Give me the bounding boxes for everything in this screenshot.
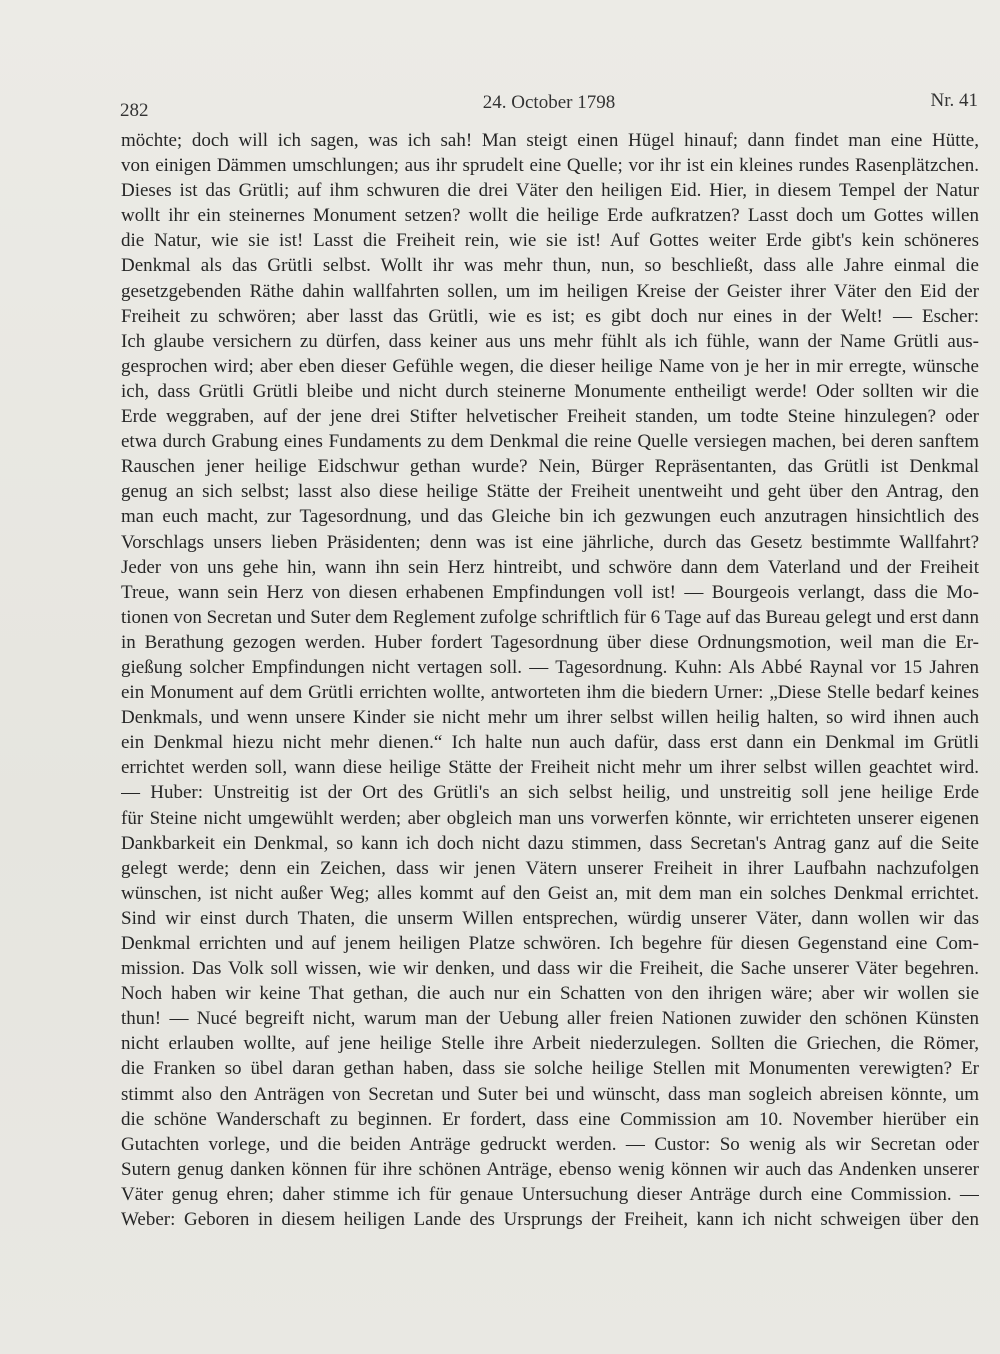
- text-line: thun! — Nucé begreift nicht, warum man der Uebung aller freien Nationen zuwider den schönen Künsten: [121, 1008, 979, 1030]
- text-line: Väter genug ehren; daher stimme ich für genaue Untersuchung dieser Anträge durch eine Commission. —: [121, 1183, 979, 1205]
- text-line: die Natur, wie sie ist! Lasst die Freiheit rein, wie sie ist! Auf Gottes weiter Erde gibt's kein schöneres: [121, 230, 979, 252]
- text-line: Treue, wann sein Herz von diesen erhabenen Empfindungen voll ist! — Bourgeois verlangt, dass die Mo-: [121, 581, 979, 603]
- text-line: ich, dass Grütli Grütli bleibe und nicht durch steinerne Monumente entheiligt werde! Oder sollten wir die: [121, 380, 979, 402]
- text-line: Sind wir einst durch Thaten, die unserm Willen entsprechen, würdig unserer Väter, dann wollen wir das: [121, 907, 979, 929]
- text-line: etwa durch Grabung eines Fundaments zu dem Denkmal die reine Quelle versiegen machen, bei deren sanftem: [121, 431, 979, 453]
- header-date: 24. October 1798: [482, 92, 616, 113]
- text-line: wollt ihr ein steinernes Monument setzen? wollt die heilige Erde aufkratzen? Lasst doch um Gottes willen: [121, 205, 979, 227]
- text-line: für Steine nicht umgewühlt werden; aber obgleich man uns vorwerfen könnte, wir errichteten unserer eigenen: [121, 807, 979, 829]
- text-line: in Berathung gezogen werden. Huber fordert Tagesordnung über diese Ordnungsmotion, weil man die Er-: [121, 631, 979, 653]
- text-line: Denkmal errichten und auf jenem heiligen Platze schwören. Ich begehre für diesen Gegenstand eine Com-: [121, 933, 979, 954]
- body-text: [121, 128, 979, 1232]
- text-line: genug an sich selbst; lasst also diese heilige Stätte der Freiheit unentweiht und geht über den Antrag, den: [121, 481, 979, 503]
- text-line: mission. Das Volk soll wissen, wie wir denken, und dass wir die Freiheit, die Sache unserer Väter begehren.: [121, 958, 979, 980]
- text-line: gesprochen wird; aber eben dieser Gefühle wegen, die dieser heilige Name von je her in mir erregte, wünsche: [121, 355, 979, 377]
- text-line: Ich glaube versichern zu dürfen, dass keiner aus uns mehr fühlt als ich fühle, wann der Name Grütli aus-: [121, 330, 979, 352]
- page-number: 282: [120, 100, 149, 121]
- text-line: Erde weggraben, auf der jene drei Stifter helvetischer Freiheit standen, um todte Steine hinzulegen? oder: [121, 406, 979, 428]
- text-line: errichtet werden soll, wann diese heilige Stätte der Freiheit nicht mehr um ihrer selbst willen geachtet wird.: [121, 757, 979, 779]
- text-line: Vorschlags unsers lieben Präsidenten; denn was ist eine jährliche, durch das Gesetz bestimmte Wallfahrt?: [121, 531, 979, 553]
- text-line: gesetzgebenden Räthe dahin wallfahrten sollen, um im heiligen Kreise der Geister ihrer Väter den Eid der: [121, 280, 979, 302]
- text-line: Jeder von uns gehe hin, wann ihn sein Herz hintreibt, und schwöre dann dem Vaterland und der Freiheit: [121, 556, 979, 578]
- text-line: tionen von Secretan und Suter dem Reglement zufolge schriftlich für 6 Tage auf das Bureau gelegt und erst dann: [121, 606, 979, 628]
- text-line: gelegt werde; denn ein Zeichen, dass wir jenen Vätern unserer Freiheit in ihrer Laufbahn nachzufolgen: [121, 857, 979, 879]
- text-line: nicht erlauben wollte, auf jene heilige Stelle ihre Arbeit niederzulegen. Sollten die Griechen, die Römer,: [121, 1033, 979, 1055]
- text-line: Gutachten vorlege, und die beiden Anträge gedruckt werden. — Custor: So wenig als wir Secretan oder: [121, 1133, 979, 1155]
- text-line: Denkmal als das Grütli selbst. Wollt ihr was mehr thun, nun, so beschließt, dass alle Jahre einmal die: [121, 255, 979, 277]
- text-line: — Huber: Unstreitig ist der Ort des Grütli's an sich selbst heilig, und unstreitig soll jene heilige Erde: [121, 782, 979, 804]
- text-line: wünschen, ist nicht außer Weg; alles kommt auf den Geist an, mit dem man ein solches Denkmal errichtet.: [121, 882, 979, 904]
- text-line: Sutern genug danken können für ihre schönen Anträge, ebenso wenig können wir auch das Andenken unserer: [121, 1158, 979, 1180]
- text-line: ein Denkmal hiezu nicht mehr dienen.“ Ich halte nun auch dafür, dass erst dann ein Denkmal im Grütli: [121, 732, 979, 754]
- text-line: Rauschen jener heilige Eidschwur gethan wurde? Nein, Bürger Repräsentanten, das Grütli ist Denkmal: [121, 456, 979, 478]
- header-nr: Nr. 41: [930, 90, 978, 111]
- text-line: Weber: Geboren in diesem heiligen Lande des Ursprungs der Freiheit, kann ich nicht schweigen über den: [121, 1209, 979, 1231]
- text-line: Dankbarkeit ein Denkmal, so kann ich doch nicht dazu stimmen, dass Secretan's Antrag ganz auf die Seite: [121, 832, 979, 854]
- text-line: gießung solcher Empfindungen nicht vertagen soll. — Tagesordnung. Kuhn: Als Abbé Raynal vor 15 Jahren: [121, 656, 979, 678]
- text-line: Freiheit zu schwören; aber lasst das Grütli, wie es ist; es gibt doch nur eines in der Welt! — Escher:: [121, 305, 979, 327]
- text-line: stimmt also den Anträgen von Secretan und Suter bei und wünscht, dass man sogleich abreisen könnte, um: [121, 1083, 979, 1105]
- text-line: Dieses ist das Grütli; auf ihm schwuren die drei Väter den heiligen Eid. Hier, in diesem Tempel der Natur: [121, 180, 979, 202]
- text-line: Denkmals, und wenn unsere Kinder sie nicht mehr um ihrer selbst willen heilig halten, so wird ihnen auch: [121, 707, 979, 729]
- text-line: ein Monument auf dem Grütli errichten wollte, antworteten ihm die biedern Urner: „Diese Stelle bedarf keines: [121, 682, 979, 704]
- page-header: [120, 92, 978, 126]
- text-line: man euch macht, zur Tagesordnung, und das Gleiche bin ich gezwungen euch anzutragen hinsichtlich des: [121, 506, 979, 528]
- text-line: die Franken so übel daran gethan haben, dass sie solche heilige Stellen mit Monumenten verewigten? Er: [121, 1058, 979, 1080]
- text-line: Noch haben wir keine That gethan, die auch nur ein Schatten von den ihrigen wäre; aber wir wollen sie: [121, 983, 979, 1005]
- text-line: möchte; doch will ich sagen, was ich sah! Man steigt einen Hügel hinauf; dann findet man eine Hütte,: [121, 130, 979, 151]
- text-line: von einigen Dämmen umschlungen; aus ihr sprudelt eine Quelle; vor ihr ist ein kleines rundes Rasenplätzchen.: [121, 155, 979, 177]
- text-line: die schöne Wanderschaft zu beginnen. Er fordert, dass eine Commission am 10. November hierüber ein: [121, 1108, 979, 1130]
